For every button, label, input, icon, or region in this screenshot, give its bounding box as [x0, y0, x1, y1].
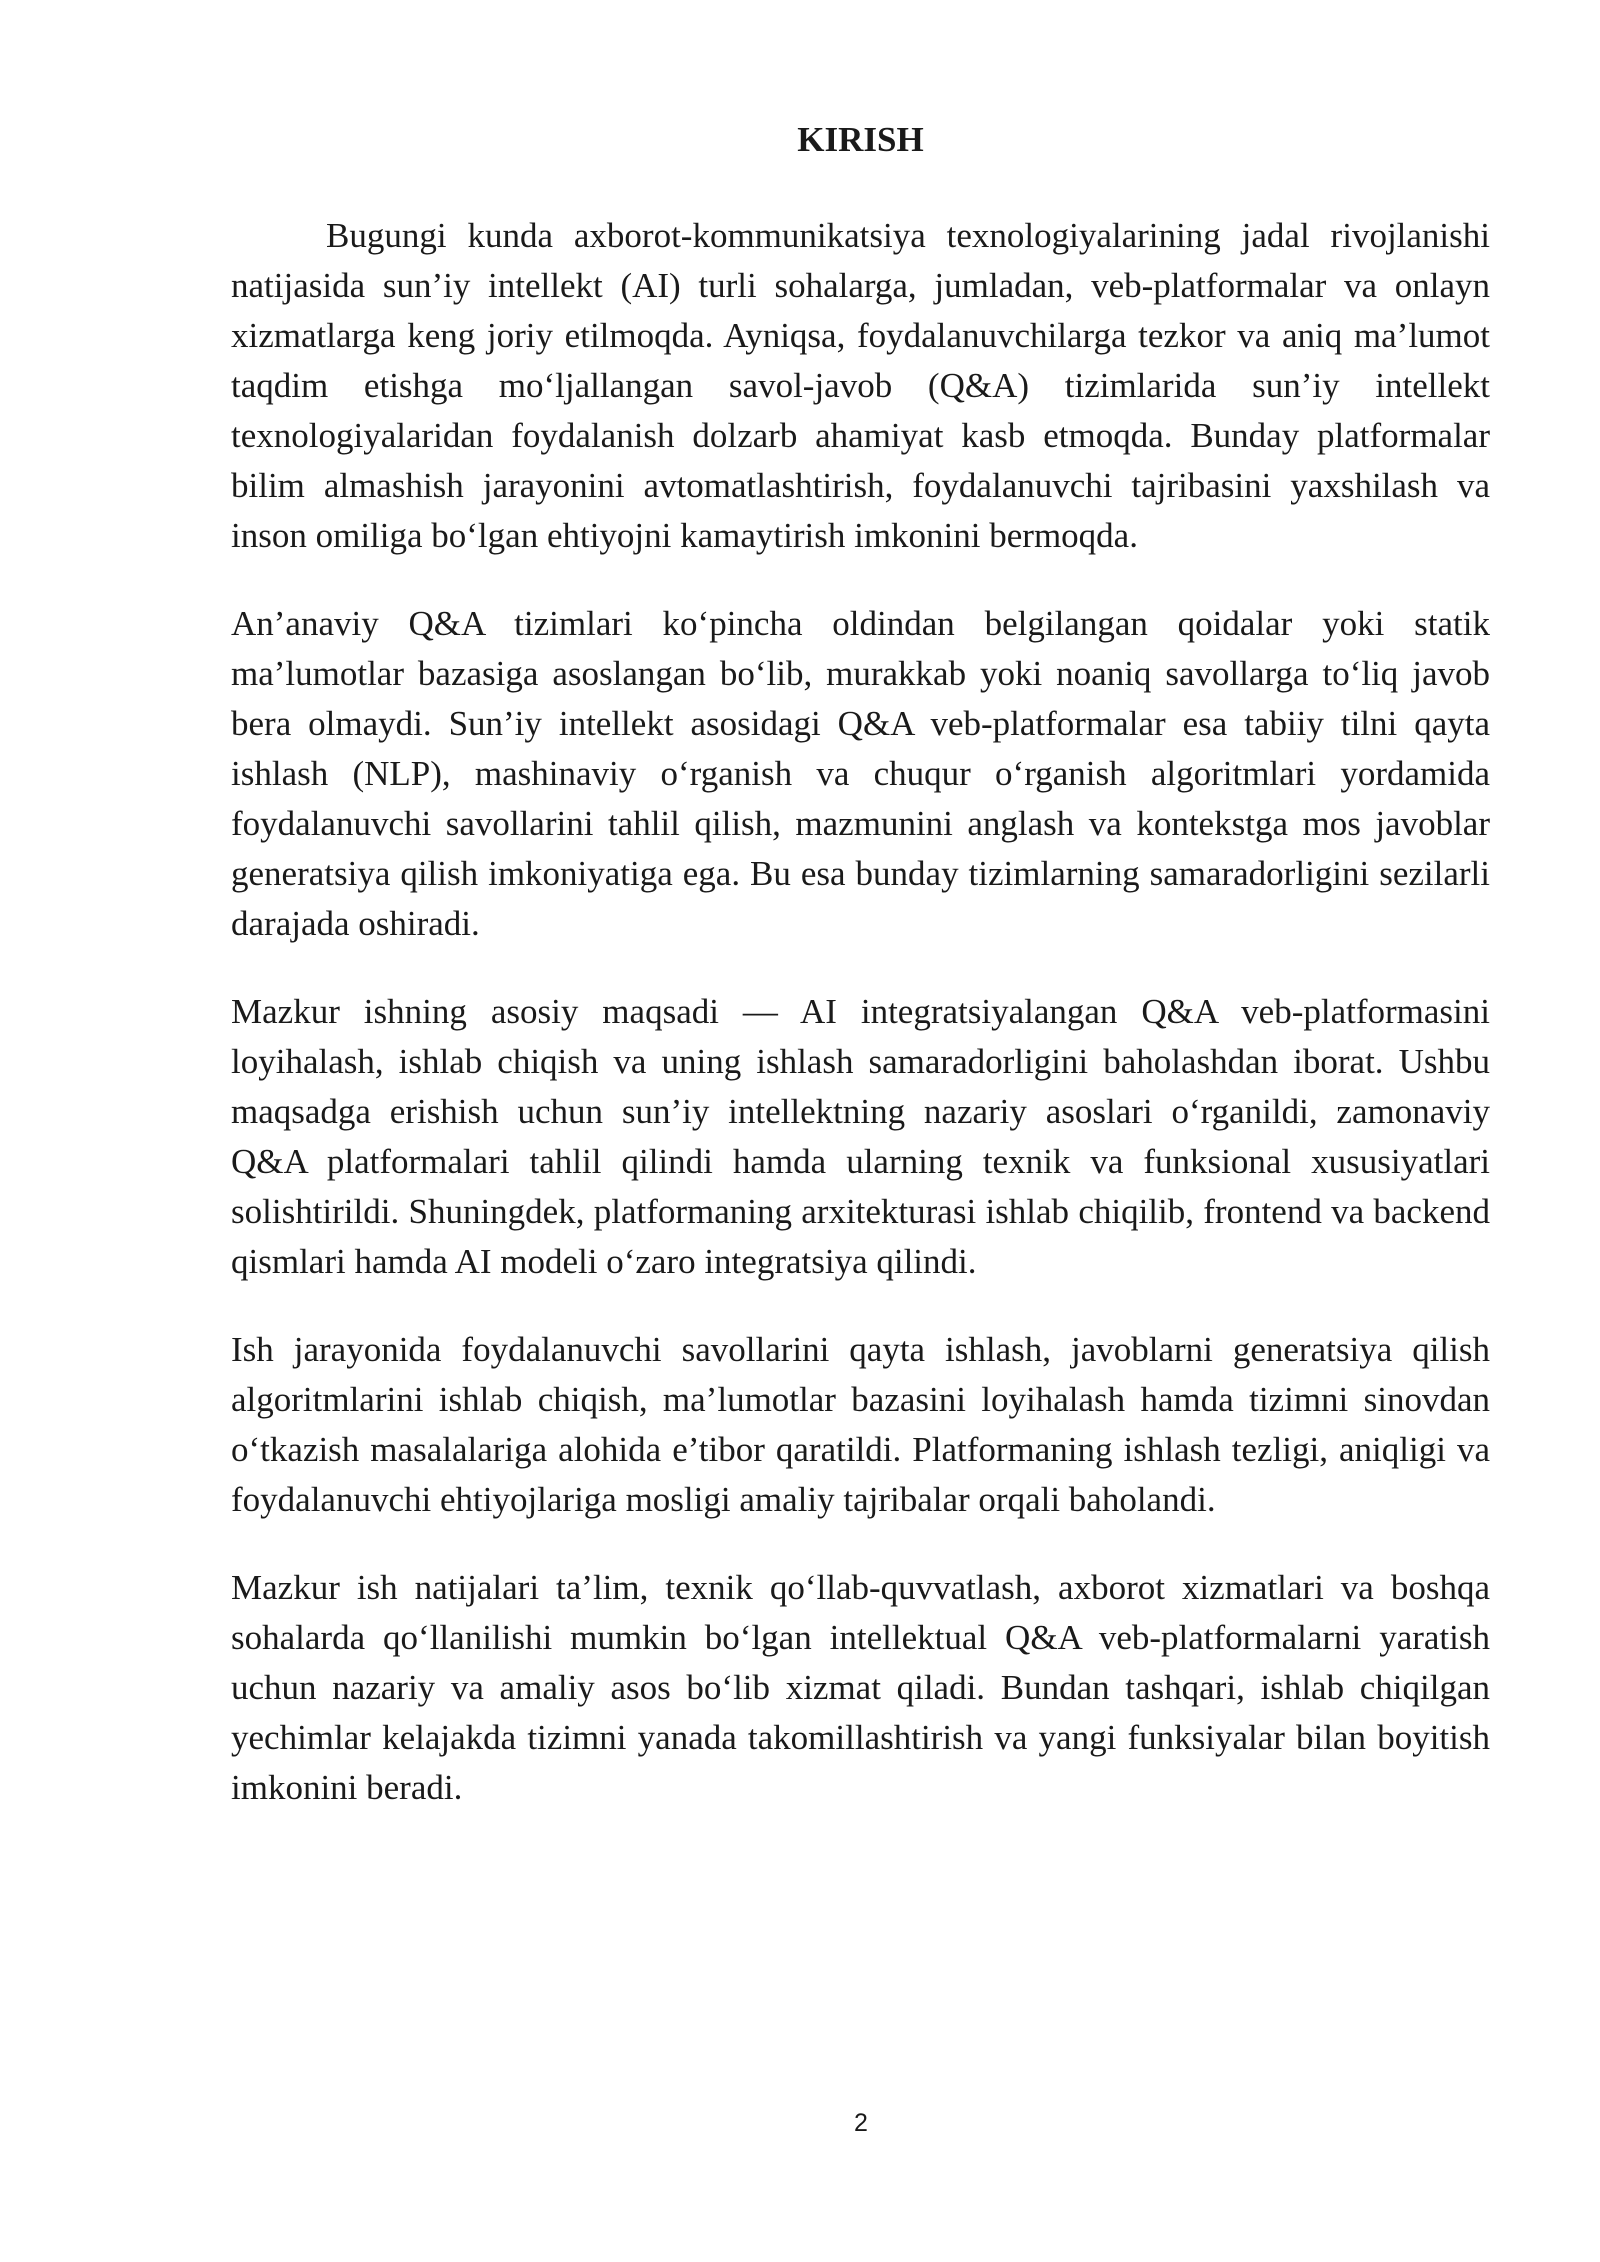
page-content: [231, 115, 1490, 1851]
paragraph-goal: Mazkur ishning asosiy maqsadi — AI integratsiyalangan Q&A veb-platformasini loyihalash, ishlab chiqish va uning ishlash samaradorligini baholashdan iborat. Ushbu maqsadga erishish uchun sun’iy intellektning nazariy asoslari o‘rganildi, zamonaviy Q&A platformalari tahlil qilindi hamda ularning texnik va funksional xususiyatlari solishtirildi. Shuningdek, platformaning arxitekturasi ishlab chiqilib, frontend va backend qismlari hamda AI modeli o‘zaro integratsiya qilindi.: [231, 992, 1490, 1281]
paragraph-process: Ish jarayonida foydalanuvchi savollarini qayta ishlash, javoblarni generatsiya qilish algoritmlarini ishlab chiqish, ma’lumotlar bazasini loyihalash hamda tizimni sinovdan o‘tkazish masalalariga alohida e’tibor qaratildi. Platformaning ishlash tezligi, aniqligi va foydalanuvchi ehtiyojlariga mosligi amaliy tajribalar orqali baholandi.: [231, 1330, 1490, 1519]
paragraph-intro: Bugungi kunda axborot-kommunikatsiya texnologiyalarining jadal rivojlanishi natijasida sun’iy intellekt (AI) turli sohalarga, jumladan, veb-platformalar va onlayn xizmatlarga keng joriy etilmoqda. Ayniqsa, foydalanuvchilarga tezkor va aniq ma’lumot taqdim etishga mo‘ljallangan savol-javob (Q&A) tizimlarida sun’iy intellekt texnologiyalaridan foydalanish dolzarb ahamiyat kasb etmoqda. Bunday platformalar bilim almashish jarayonini avtomatlashtirish, foydalanuvchi tajribasini yaxshilash va inson omiliga bo‘lgan ehtiyojni kamaytirish imkonini bermoqda.: [231, 216, 1490, 555]
paragraph-traditional-systems: An’anaviy Q&A tizimlari ko‘pincha oldindan belgilangan qoidalar yoki statik ma’lumotlar bazasiga asoslangan bo‘lib, murakkab yoki noaniq savollarga to‘liq javob bera olmaydi. Sun’iy intellekt asosidagi Q&A veb-platformalar esa tabiiy tilni qayta ishlash (NLP), mashinaviy o‘rganish va chuqur o‘rganish algoritmlari yordamida foydalanuvchi savollarini tahlil qilish, mazmunini anglash va kontekstga mos javoblar generatsiya qilish imkoniyatiga ega. Bu esa bunday tizimlarning samaradorligini sezilarli darajada oshiradi.: [231, 604, 1490, 943]
paragraph-results: Mazkur ish natijalari ta’lim, texnik qo‘llab-quvvatlash, axborot xizmatlari va boshqa sohalarda qo‘llanilishi mumkin bo‘lgan intellektual Q&A veb-platformalarni yaratish uchun nazariy va amaliy asos bo‘lib xizmat qiladi. Bundan tashqari, ishlab chiqilgan yechimlar kelajakda tizimni yanada takomillashtirish va yangi funksiyalar bilan boyitish imkonini beradi.: [231, 1568, 1490, 1807]
page-number: 2: [854, 2109, 868, 2137]
section-heading: KIRISH: [797, 120, 924, 159]
